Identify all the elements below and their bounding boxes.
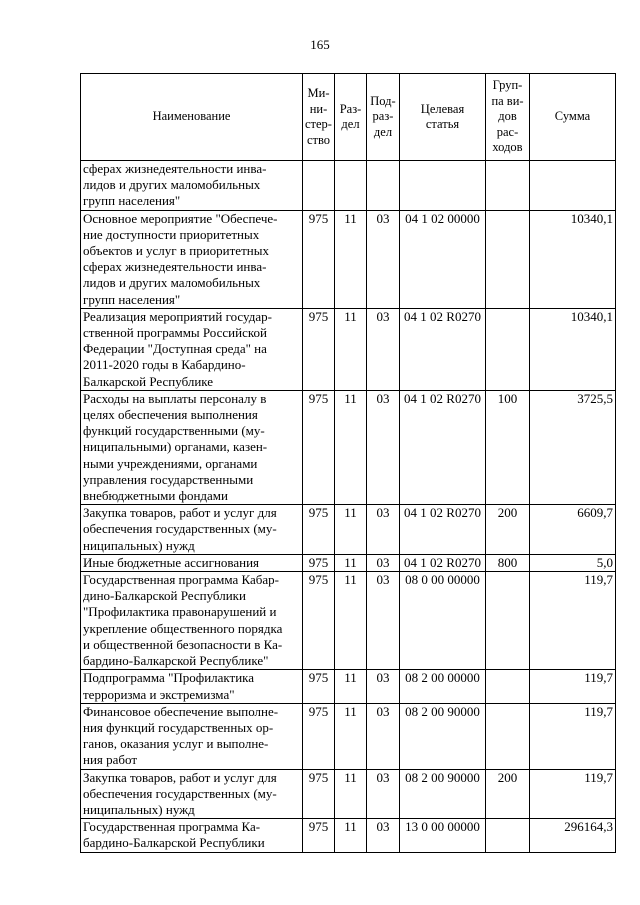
cell-ministry [303,161,335,211]
cell-name: Иные бюджетные ассигнования [81,554,303,571]
cell-name: Государственная программа Ка- бардино-Балкарской Республики [81,819,303,852]
cell-subsection: 03 [367,670,400,703]
table-row [81,554,616,571]
cell-ministry: 975 [303,703,335,769]
cell-expense-group: 200 [486,505,530,555]
cell-target-article: 04 1 02 R0270 [400,554,486,571]
cell-sum: 119,7 [530,572,616,670]
cell-target-article: 08 2 00 90000 [400,703,486,769]
cell-subsection: 03 [367,308,400,390]
cell-expense-group [486,161,530,211]
cell-subsection [367,161,400,211]
table-row [81,390,616,504]
cell-sum: 10340,1 [530,210,616,308]
cell-target-article: 08 2 00 90000 [400,769,486,819]
cell-subsection: 03 [367,505,400,555]
cell-name: Закупка товаров, работ и услуг для обеспечения государственных (му- ниципальных) нужд [81,769,303,819]
cell-subsection: 03 [367,703,400,769]
cell-section: 11 [335,554,367,571]
cell-ministry: 975 [303,670,335,703]
budget-table [80,73,616,853]
cell-ministry: 975 [303,505,335,555]
cell-expense-group: 100 [486,390,530,504]
cell-sum [530,161,616,211]
header-subsection: Под- раз- дел [367,74,400,161]
table-header [81,74,616,161]
cell-ministry: 975 [303,390,335,504]
cell-target-article: 13 0 00 00000 [400,819,486,852]
header-expense-group: Груп- па ви- дов рас- ходов [486,74,530,161]
cell-subsection: 03 [367,554,400,571]
cell-name: сферах жизнедеятельности инва- лидов и других маломобильных групп населения" [81,161,303,211]
cell-expense-group [486,670,530,703]
table-row [81,308,616,390]
cell-expense-group: 200 [486,769,530,819]
cell-target-article: 08 0 00 00000 [400,572,486,670]
table-row [81,670,616,703]
cell-subsection: 03 [367,210,400,308]
header-sum: Сумма [530,74,616,161]
cell-section: 11 [335,670,367,703]
header-target-article: Целевая статья [400,74,486,161]
cell-target-article: 04 1 02 R0270 [400,308,486,390]
table-row [81,819,616,852]
cell-section [335,161,367,211]
header-name: Наименование [81,74,303,161]
cell-sum: 296164,3 [530,819,616,852]
cell-sum: 5,0 [530,554,616,571]
cell-sum: 3725,5 [530,390,616,504]
cell-section: 11 [335,505,367,555]
cell-subsection: 03 [367,572,400,670]
header-section: Раз- дел [335,74,367,161]
cell-expense-group: 800 [486,554,530,571]
cell-name: Государственная программа Кабар- дино-Балкарской Республики "Профилактика правонарушений и укрепление общественного порядка и общественной безопасности в Ка- бардино-Балкарской Республике" [81,572,303,670]
cell-sum: 119,7 [530,670,616,703]
cell-target-article: 04 1 02 R0270 [400,505,486,555]
cell-expense-group [486,703,530,769]
cell-subsection: 03 [367,769,400,819]
table-row [81,161,616,211]
cell-section: 11 [335,769,367,819]
cell-ministry: 975 [303,819,335,852]
cell-section: 11 [335,390,367,504]
cell-ministry: 975 [303,769,335,819]
table-row [81,769,616,819]
table-row [81,505,616,555]
cell-target-article [400,161,486,211]
cell-subsection: 03 [367,390,400,504]
cell-target-article: 04 1 02 R0270 [400,390,486,504]
cell-section: 11 [335,819,367,852]
cell-ministry: 975 [303,210,335,308]
cell-section: 11 [335,308,367,390]
cell-name: Финансовое обеспечение выполне- ния функций государственных ор- ганов, оказания услуг и выполне- ния работ [81,703,303,769]
header-row [81,74,616,161]
cell-ministry: 975 [303,308,335,390]
cell-sum: 119,7 [530,769,616,819]
cell-name: Основное мероприятие "Обеспече- ние доступности приоритетных объектов и услуг в приоритетных сферах жизнедеятельности инва- лидов и других маломобильных групп населения" [81,210,303,308]
cell-name: Подпрограмма "Профилактика терроризма и экстремизма" [81,670,303,703]
cell-name: Расходы на выплаты персоналу в целях обеспечения выполнения функций государственными (му- ниципальными) органами, казен- ными учреждениями, органами управления государственными внебюджетными фондами [81,390,303,504]
cell-ministry: 975 [303,554,335,571]
cell-sum: 10340,1 [530,308,616,390]
table-body [81,161,616,853]
table-row [81,572,616,670]
page-number: 165 [310,37,330,52]
cell-expense-group [486,572,530,670]
cell-target-article: 04 1 02 00000 [400,210,486,308]
cell-ministry: 975 [303,572,335,670]
cell-section: 11 [335,703,367,769]
table-row [81,210,616,308]
cell-name: Реализация мероприятий государ- ственной программы Российской Федерации "Доступная среда" на 2011-2020 годы в Кабардино- Балкарской Республике [81,308,303,390]
cell-sum: 6609,7 [530,505,616,555]
cell-subsection: 03 [367,819,400,852]
cell-expense-group [486,308,530,390]
cell-sum: 119,7 [530,703,616,769]
header-ministry: Ми- ни- стер- ство [303,74,335,161]
cell-target-article: 08 2 00 00000 [400,670,486,703]
cell-section: 11 [335,210,367,308]
table-row [81,703,616,769]
cell-section: 11 [335,572,367,670]
cell-expense-group [486,819,530,852]
cell-expense-group [486,210,530,308]
cell-name: Закупка товаров, работ и услуг для обеспечения государственных (му- ниципальных) нужд [81,505,303,555]
